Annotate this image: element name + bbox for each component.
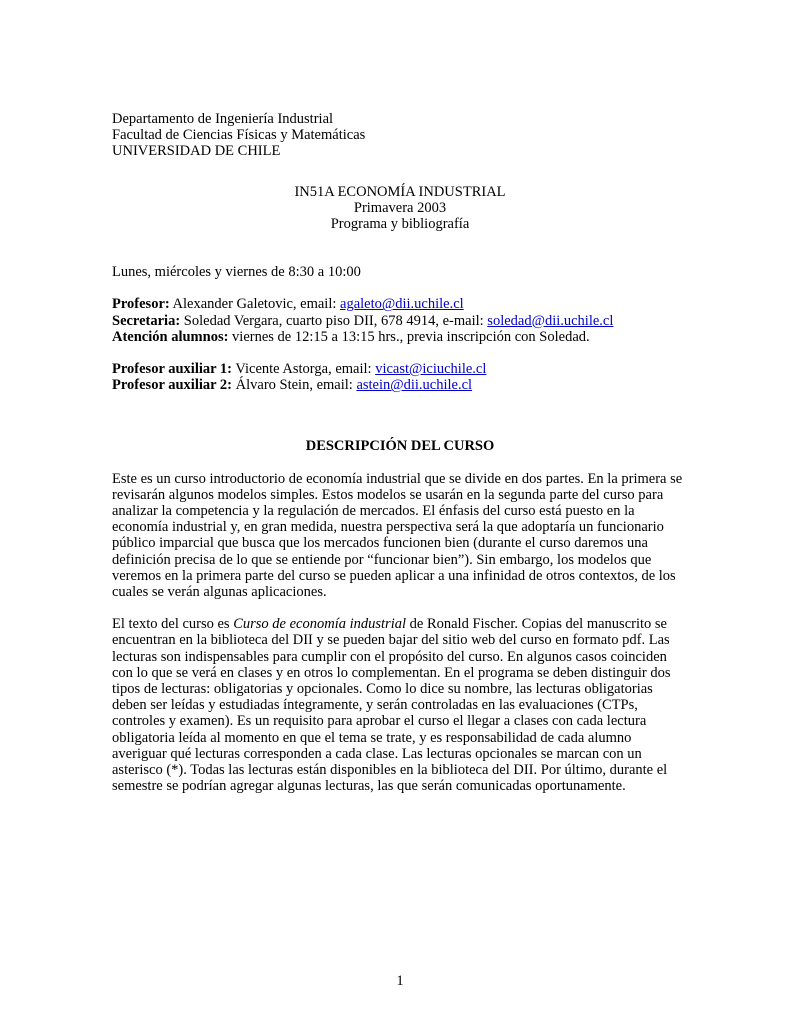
professor-line bbox=[112, 296, 702, 312]
secretary-line bbox=[112, 313, 702, 329]
aux2-label: Profesor auxiliar 2: bbox=[112, 377, 233, 394]
course-term: Primavera 2003 bbox=[353, 199, 447, 216]
staff-contacts bbox=[112, 296, 702, 345]
book-title: Curso de economía industrial bbox=[233, 616, 407, 633]
aux2-text: Álvaro Stein, email: bbox=[232, 377, 357, 394]
paragraph-line: obligatoria leída al momento en que el tema se trate, y es responsabilidad de cada alumno bbox=[112, 729, 632, 746]
professor-text: Alexander Galetovic, email: bbox=[169, 296, 341, 313]
secretary-label: Secretaria: bbox=[112, 312, 181, 329]
text-suffix: de Ronald Fischer. Copias del manuscrito se bbox=[406, 616, 667, 633]
aux2-line bbox=[112, 377, 702, 393]
paragraph-line: lecturas son indispensables para cumplir con el propósito del curso. En algunos casos coinciden bbox=[112, 648, 667, 665]
document-page bbox=[112, 111, 702, 795]
paragraph-line: cuales se verán algunas aplicaciones. bbox=[112, 584, 327, 601]
auxiliary-contacts bbox=[112, 361, 702, 393]
paragraph-line: encuentran en la biblioteca del DII y se pueden bajar del sitio web del curso en formato pdf. Las bbox=[112, 632, 670, 649]
office-hours-label: Atención alumnos: bbox=[112, 328, 229, 345]
department-line: Departamento de Ingeniería Industrial bbox=[112, 111, 334, 127]
paragraph-line: semestre se podrían agregar algunas lecturas, las que serán comunicadas oportunamente. bbox=[112, 778, 626, 795]
course-title-block bbox=[112, 184, 688, 233]
schedule-text: Lunes, miércoles y viernes de 8:30 a 10:00 bbox=[112, 264, 361, 281]
course-subtitle: Programa y bibliografía bbox=[330, 216, 470, 233]
paragraph-line: tipos de lecturas: obligatorias y opcionales. Como lo dice su nombre, las lecturas obligatorias bbox=[112, 681, 653, 698]
aux1-text: Vicente Astorga, email: bbox=[232, 361, 376, 378]
institution-header bbox=[112, 111, 702, 160]
professor-label: Profesor: bbox=[112, 296, 170, 313]
secretary-email-link[interactable]: soledad@dii.uchile.cl bbox=[487, 312, 614, 329]
university-line: UNIVERSIDAD DE CHILE bbox=[112, 143, 281, 160]
page-number: 1 bbox=[396, 973, 404, 989]
paragraph-line: economía industrial y, en gran medida, nuestra perspectiva será la que adoptaría un funcionario bbox=[112, 519, 664, 536]
paragraph-line: asterisco (*). Todas las lecturas están disponibles en la biblioteca del DII. Por último, durante el bbox=[112, 762, 668, 779]
office-hours-text: viernes de 12:15 a 13:15 hrs., previa inscripción con Soledad. bbox=[228, 328, 590, 345]
paragraph-line: averiguar qué lecturas corresponden a cada clase. Las lecturas opcionales se marcan con un bbox=[112, 745, 642, 762]
paragraph-line: Este es un curso introductorio de economía industrial que se divide en dos partes. En la primera se bbox=[112, 470, 683, 487]
section-heading: DESCRIPCIÓN DEL CURSO bbox=[305, 438, 495, 455]
paragraph-line: definición precisa de lo que se entiende por “funcionar bien”). Sin embargo, los modelos que bbox=[112, 551, 652, 568]
text-prefix: El texto del curso es bbox=[112, 616, 234, 633]
course-description-paragraph bbox=[112, 471, 702, 601]
paragraph-line: público imparcial que busca que los mercados funcionen bien (durante el curso daremos una bbox=[112, 535, 648, 552]
paragraph-line: veremos en la primera parte del curso se pueden aplicar a una infinidad de otros contextos, de los bbox=[112, 567, 676, 584]
course-code-title: IN51A ECONOMÍA INDUSTRIAL bbox=[294, 183, 506, 200]
paragraph-line: controles y examen). Es un requisito para aprobar el curso el llegar a clases con cada lectura bbox=[112, 713, 647, 730]
paragraph-line: revisarán algunos modelos simples. Estos modelos se usarán en la segunda parte del curso para bbox=[112, 486, 664, 503]
aux1-email-link[interactable]: vicast@iciuchile.cl bbox=[375, 361, 487, 378]
aux1-line bbox=[112, 361, 702, 377]
class-schedule bbox=[112, 264, 702, 280]
paragraph-line: con lo que se verá en clases y en otros lo complementan. En el programa se deben distinguir dos bbox=[112, 664, 671, 681]
paragraph-first-line bbox=[112, 616, 702, 632]
aux2-email-link[interactable]: astein@dii.uchile.cl bbox=[356, 377, 473, 394]
paragraph-line: analizar la competencia y la regulación de mercados. El énfasis del curso está puesto en la bbox=[112, 503, 635, 520]
paragraph-line: deben ser leídas y estudiadas íntegramente, y serán controladas en las evaluaciones (CTPs, bbox=[112, 697, 638, 714]
secretary-text: Soledad Vergara, cuarto piso DII, 678 4914, e-mail: bbox=[180, 312, 488, 329]
aux1-label: Profesor auxiliar 1: bbox=[112, 361, 233, 378]
professor-email-link[interactable]: agaleto@dii.uchile.cl bbox=[340, 296, 464, 313]
faculty-line: Facultad de Ciencias Físicas y Matemáticas bbox=[112, 127, 366, 144]
office-hours-line bbox=[112, 329, 702, 345]
readings-paragraph bbox=[112, 616, 702, 794]
